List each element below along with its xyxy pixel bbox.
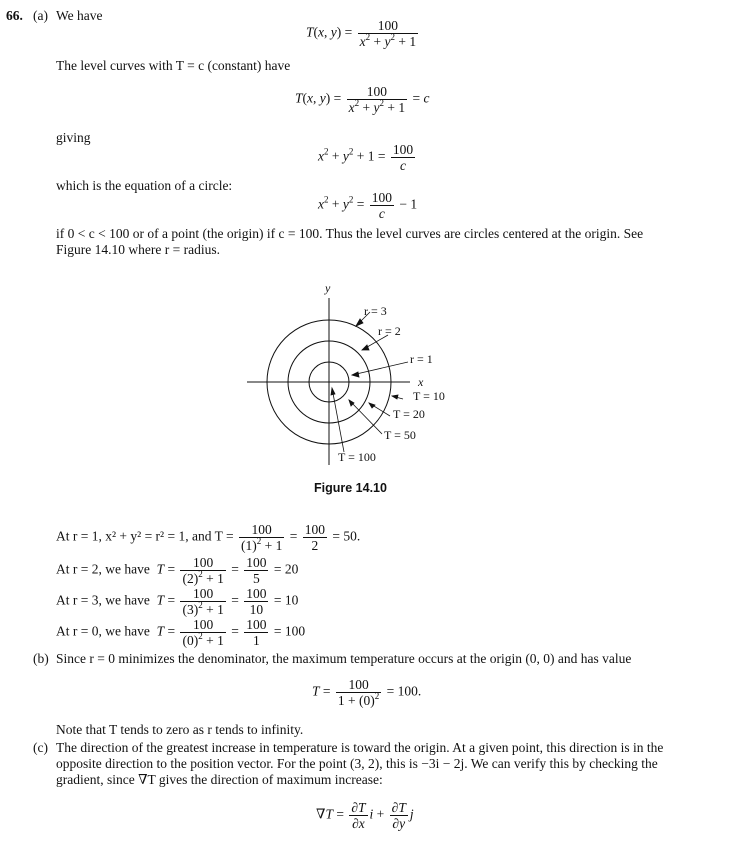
part-c-line1: The direction of the greatest increase in temperature is toward the origin. At a given point, this direction is in the (56, 740, 664, 755)
condition-text: if 0 < c < 100 or of a point (the origin) if c = 100. Thus the level curves are circles centered at the origin. See (56, 226, 644, 241)
part-b-result: = 100. (386, 683, 422, 699)
computation-r1-result: = 50. (332, 528, 361, 544)
computation-r0-result: = 100 (273, 623, 306, 639)
computation-r1: At r = 1, x² + y² = r² = 1, and T = $\frac{100}{(1)^2 + 1}$ = $\frac{100}{2}$ = 50. (56, 522, 361, 553)
level-curves-text: The level curves with T = c (constant) have (56, 58, 291, 73)
part-b-note: Note that T tends to zero as r tends to infinity. (56, 722, 304, 737)
equation-level-curve: T(x, y) = $\frac{100}{x^2 + y^2 + 1}$ = c (295, 84, 430, 115)
part-c-line2: opposite direction to the position vector. For the point (3, 2), this is −3i − 2j. We can verify this by checking the (56, 756, 658, 771)
giving-text: giving (56, 130, 91, 145)
computation-r0-prefix: At r = 0, we have (56, 623, 150, 639)
label-r3: r = 3 (364, 304, 387, 318)
label-r1: r = 1 (410, 352, 433, 366)
computation-r2-result: = 20 (273, 561, 299, 577)
part-a-intro: We have (56, 8, 103, 23)
figure-caption: Figure 14.10 (314, 481, 387, 495)
computation-r0: At r = 0, we have T = $\frac{100}{(0)^2 + 1}$ = $\frac{100}{1}$ = 100 (56, 617, 306, 648)
problem-number: 66. (6, 8, 23, 23)
computation-r1-prefix: At r = 1, x² + y² = r² = 1, and T = (56, 528, 234, 544)
label-r2: r = 2 (378, 324, 401, 338)
part-b-text: Since r = 0 minimizes the denominator, the maximum temperature occurs at the origin (0, 0) and has value (56, 651, 632, 666)
equation-circle: $x^2 + y^2$ = $\frac{100}{c}$ − 1 (318, 190, 418, 221)
x-axis-label: x (418, 375, 424, 389)
which-is-text: which is the equation of a circle: (56, 178, 233, 193)
part-a-label: (a) (33, 8, 48, 23)
computation-r2: At r = 2, we have T = $\frac{100}{(2)^2 + 1}$ = $\frac{100}{5}$ = 20 (56, 555, 299, 586)
equation-max-temp: T = $\frac{100}{1 + (0)^2}$ = 100. (312, 677, 422, 708)
computation-r3: At r = 3, we have T = $\frac{100}{(3)^2 + 1}$ = $\frac{100}{10}$ = 10 (56, 586, 299, 617)
leader-t50 (349, 400, 382, 434)
equation-giving: $x^2 + y^2 + 1$ = $\frac{100}{c}$ (318, 142, 414, 173)
part-c-line3: gradient, since ∇T gives the direction of maximum increase: (56, 772, 383, 787)
condition-text-2: Figure 14.10 where r = radius. (56, 242, 220, 257)
y-axis-label: y (325, 281, 331, 295)
part-c-label: (c) (33, 740, 48, 755)
part-b-label: (b) (33, 651, 49, 666)
equation-gradient: ∇T = $\frac{\partial T}{\partial x}$ i + $\frac{\partial T}{\partial y}$ j (316, 800, 414, 831)
equation-t-definition: T(x, y) = $\frac{100}{x^2 + y^2 + 1}$ (306, 18, 417, 49)
label-t10: T = 10 (413, 389, 445, 403)
label-t50: T = 50 (384, 428, 416, 442)
label-t20: T = 20 (393, 407, 425, 421)
computation-r2-prefix: At r = 2, we have (56, 561, 150, 577)
leader-r1 (352, 362, 408, 375)
computation-r3-result: = 10 (273, 592, 299, 608)
label-t100: T = 100 (338, 450, 376, 464)
computation-r3-prefix: At r = 3, we have (56, 592, 150, 608)
